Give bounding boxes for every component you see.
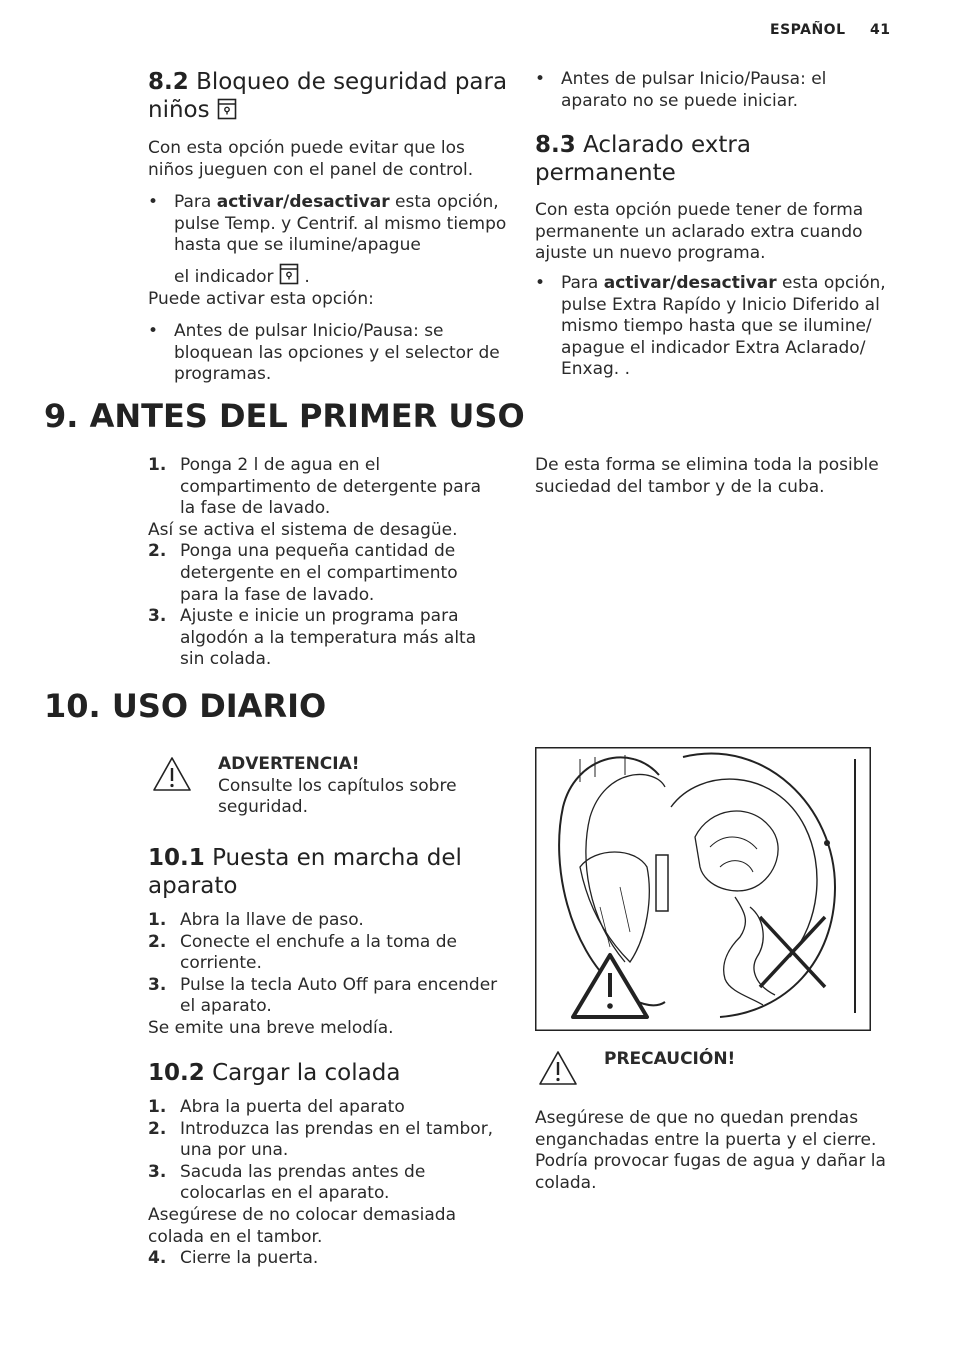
warning-title: ADVERTENCIA! bbox=[218, 754, 360, 774]
section-8-2-heading bbox=[148, 68, 513, 124]
list-item: 1. Abra la llave de paso. bbox=[148, 910, 364, 930]
list-item: 3. Sacuda las prendas antes de colocarlas en el aparato. bbox=[148, 1161, 426, 1204]
child-lock-icon bbox=[217, 98, 237, 120]
section-10-1-number: 10.1 bbox=[148, 845, 205, 871]
section-10-title: USO DIARIO bbox=[111, 687, 327, 725]
warning-icon bbox=[152, 756, 192, 792]
section-10-2-number: 10.2 bbox=[148, 1060, 205, 1086]
page-number: 41 bbox=[870, 22, 891, 38]
section-8-2-can-activate: Puede activar esta opción: bbox=[148, 288, 374, 309]
list-item: el indicador . bbox=[148, 263, 513, 289]
caution-text: Asegúrese de que no quedan prendas enganchadas entre la puerta y el cierre. Podría provocar fugas de agua y dañar la colada. bbox=[535, 1108, 886, 1193]
list-item: • Antes de pulsar Inicio/Pausa: el aparato no se puede iniciar. bbox=[535, 69, 890, 112]
section-10-1-title: Puesta en marcha del aparato bbox=[148, 845, 462, 899]
section-10-2-title: Cargar la colada bbox=[212, 1060, 401, 1086]
section-9-heading bbox=[44, 398, 525, 434]
list-item: 3. Ajuste e inicie un programa para algodón a la temperatura más alta sin colada. bbox=[148, 606, 477, 670]
list-item: • Para activar/desactivar esta opción, pulse Extra Rapído y Inicio Diferido al mismo tiempo hasta que se ilumine/ apague el indicador Extra Aclarado/ Enxag. . bbox=[535, 273, 890, 381]
section-8-3-intro: Con esta opción puede tener de forma permanente un aclarado extra cuando ajuste un nuevo programa. bbox=[535, 200, 864, 264]
caution-title: PRECAUCIÓN! bbox=[604, 1049, 736, 1069]
list-item: 4. Cierre la puerta. bbox=[148, 1248, 319, 1269]
list-item: • Antes de pulsar Inicio/Pausa: se bloquean las opciones y el selector de programas. bbox=[148, 321, 513, 386]
section-9-right-text: De esta forma se elimina toda la posible suciedad del tambor y de la cuba. bbox=[535, 455, 879, 497]
section-8-2-number: 8.2 bbox=[148, 69, 189, 95]
section-9-title: ANTES DEL PRIMER USO bbox=[89, 397, 525, 435]
section-8-3-title: Aclarado extra permanente bbox=[535, 132, 751, 187]
warning-text: Consulte los capítulos sobre seguridad. bbox=[218, 775, 457, 818]
section-10-heading bbox=[44, 688, 326, 724]
section-10-1-note: Se emite una breve melodía. bbox=[148, 1017, 394, 1038]
header-language: ESPAÑOL bbox=[770, 22, 846, 38]
door-clothes-illustration bbox=[535, 747, 871, 1031]
caution-icon bbox=[538, 1050, 578, 1086]
section-9-number: 9. bbox=[44, 397, 79, 435]
list-item: 1. Ponga 2 l de agua en el compartimento de detergente para la fase de lavado. bbox=[148, 455, 482, 519]
section-8-3-heading bbox=[535, 131, 795, 187]
section-8-3-number: 8.3 bbox=[535, 132, 576, 159]
section-9-note: Así se activa el sistema de desagüe. bbox=[148, 519, 458, 540]
section-8-2-intro: Con esta opción puede evitar que los niños jueguen con el panel de control. bbox=[148, 138, 474, 180]
list-item: 2. Ponga una pequeña cantidad de detergente en el compartimento para la fase de lavado. bbox=[148, 541, 458, 605]
section-8-2-title: Bloqueo de seguridad para niños bbox=[148, 69, 508, 123]
list-item: 2. Introduzca las prendas en el tambor, una por una. bbox=[148, 1118, 494, 1161]
section-8-2 bbox=[148, 68, 513, 386]
child-lock-indicator-icon bbox=[279, 263, 299, 285]
list-item: 2. Conecte el enchufe a la toma de corriente. bbox=[148, 931, 458, 974]
section-10-number: 10. bbox=[44, 687, 101, 725]
section-10-2-note: Asegúrese de no colocar demasiada colada en el tambor. bbox=[148, 1204, 457, 1247]
section-10-1-heading bbox=[148, 844, 478, 900]
list-item: • Para activar/desactivar esta opción, pulse Temp. y Centrif. al mismo tiempo hasta que se ilumine/apague bbox=[148, 192, 513, 257]
section-10-2-heading bbox=[148, 1059, 508, 1087]
list-item: 3. Pulse la tecla Auto Off para encender el aparato. bbox=[148, 974, 498, 1017]
list-item: 1. Abra la puerta del aparato bbox=[148, 1097, 405, 1117]
